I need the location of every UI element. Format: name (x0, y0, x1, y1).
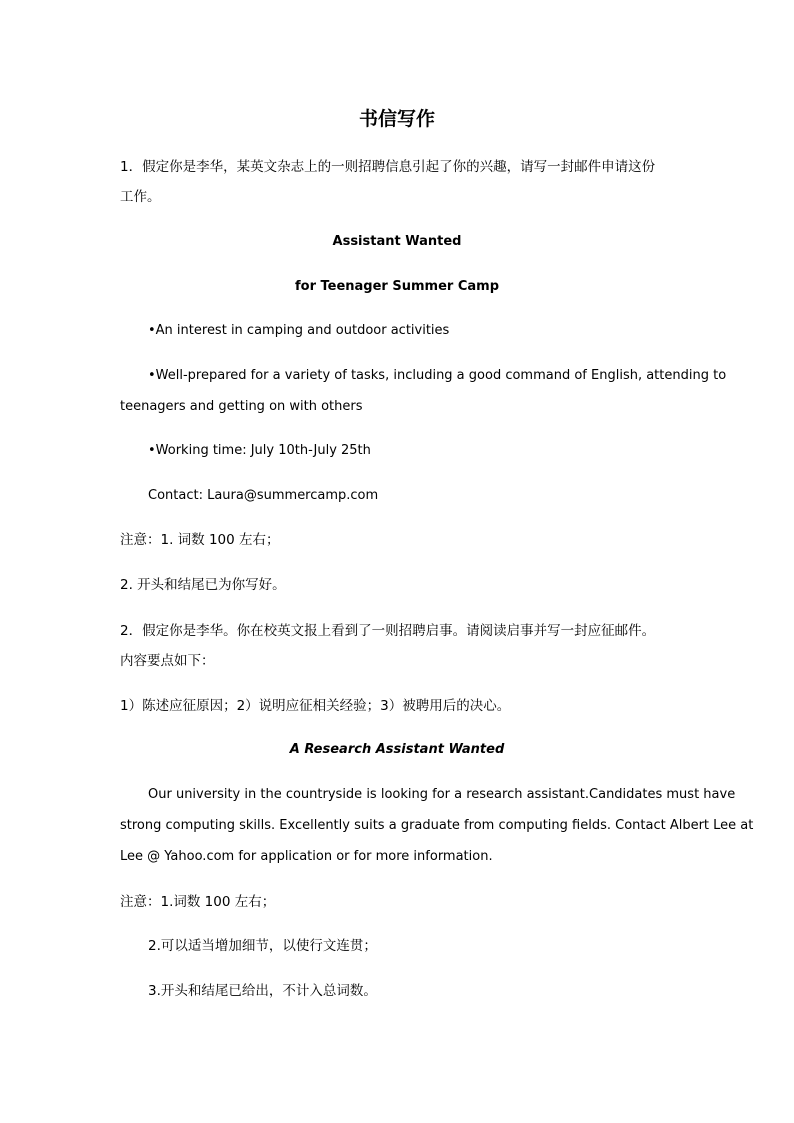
task2-prompt-line1: 2．假定你是李华。你在校英文报上看到了一则招聘启事。请阅读启事并写一封应征邮件。 (120, 623, 656, 639)
task2-ad-line3: Lee @ Yahoo.com for application or for more information. (120, 849, 493, 864)
task1-bullet2-line2: teenagers and getting on with others (120, 399, 363, 414)
task2-ad-line1: Our university in the countryside is looking for a research assistant.Candidates must have (148, 787, 736, 802)
page-title: 书信写作 (358, 108, 435, 130)
task1-bullet1: •An interest in camping and outdoor activities (148, 323, 450, 338)
task2-prompt-line2: 内容要点如下： (120, 653, 215, 669)
task1-ad-heading1: Assistant Wanted (332, 234, 462, 249)
task2-ad-heading: A Research Assistant Wanted (289, 742, 505, 757)
task1-note1: 注意：1. 词数 100 左右； (120, 532, 280, 548)
task2-note1: 注意：1.词数 100 左右； (120, 894, 276, 910)
task2-points: 1）陈述应征原因；2）说明应征相关经验；3）被聘用后的决心。 (120, 698, 511, 714)
task1-contact: Contact: Laura@summercamp.com (148, 488, 379, 503)
task2-ad-line2: strong computing skills. Excellently suits a graduate from computing fields. Contact Albert Lee at (120, 818, 754, 833)
task1-prompt-line1: 1．假定你是李华，某英文杂志上的一则招聘信息引起了你的兴趣，请写一封邮件申请这份 (120, 159, 656, 175)
task2-note2: 2.可以适当增加细节，以使行文连贯； (148, 938, 377, 954)
task1-bullet2-line1: •Well-prepared for a variety of tasks, including a good command of English, attending to (148, 368, 727, 383)
task1-prompt-line2: 工作。 (120, 189, 161, 205)
task1-note2: 2. 开头和结尾已为你写好。 (120, 577, 286, 593)
task1-ad-heading2: for Teenager Summer Camp (294, 279, 499, 294)
task1-bullet3: •Working time: July 10th-July 25th (148, 443, 371, 458)
task2-note3: 3.开头和结尾已给出，不计入总词数。 (148, 983, 377, 999)
